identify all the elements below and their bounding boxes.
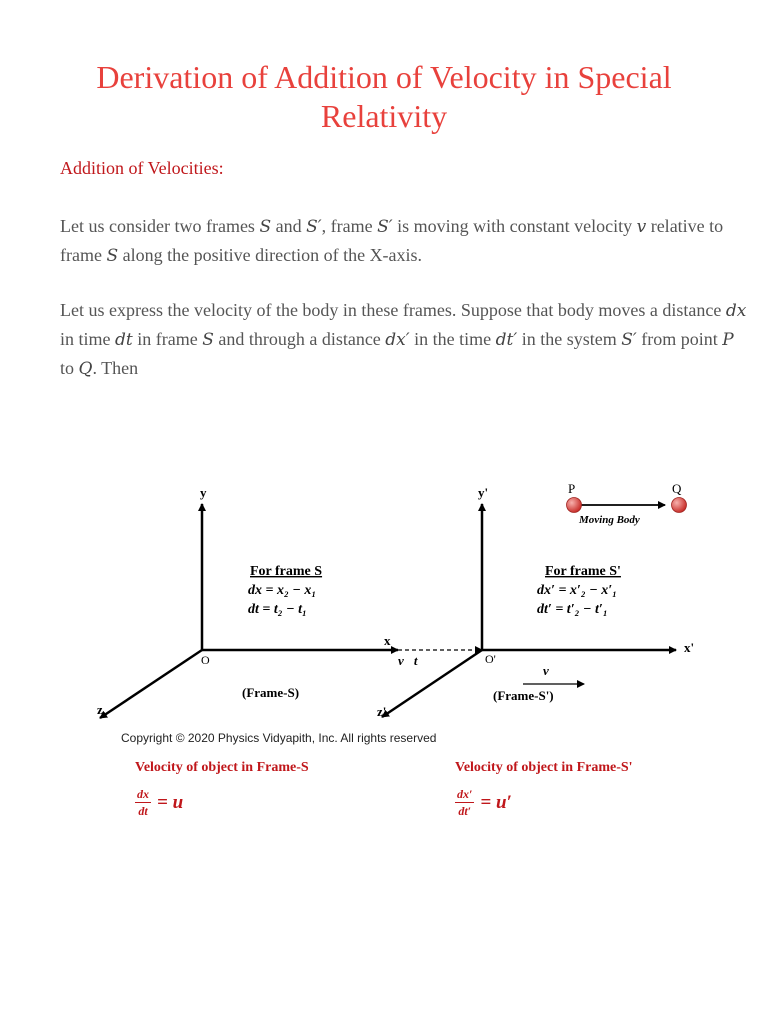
numerator: dx′ <box>457 787 473 801</box>
frame-s-eq-dt: dt = t₂ − t₁ <box>248 602 307 617</box>
label-y-prime: y' <box>478 485 489 500</box>
text-run: Let us consider two frames <box>60 216 260 236</box>
page-title: Derivation of Addition of Velocity in Special Relativity <box>96 59 672 134</box>
math-var: S <box>202 330 214 350</box>
equation-rhs: = u′ <box>480 791 512 813</box>
frame-s-prime-eq-dt: dt′ = t′₂ − t′₁ <box>537 602 608 617</box>
math-var: dt <box>115 330 133 350</box>
text-run: in the system <box>517 329 622 349</box>
text-run: from point <box>636 329 723 349</box>
text-run: along the positive direction of the X-axis. <box>118 245 423 265</box>
equation-rhs: = u <box>157 791 184 813</box>
label-p: P <box>568 481 576 496</box>
text-run: relative to frame <box>60 216 724 265</box>
frame-s-prime-eq-dx: dx′ = x′₂ − x′₁ <box>537 583 618 598</box>
label-vt: v⃗t <box>398 653 418 668</box>
label-x-prime: x' <box>684 640 695 655</box>
label-v: v⃗ <box>543 663 559 678</box>
label-z: z <box>97 702 103 717</box>
reference-frames-diagram <box>0 470 768 730</box>
section-heading: Addition of Velocities: <box>60 158 224 178</box>
text-run: and through a distance <box>213 329 386 349</box>
velocity-frame-s-prime-label: Velocity of object in Frame-S' <box>455 760 633 775</box>
frame-s-caption: (Frame-S) <box>242 685 300 700</box>
frame-s-prime-axes <box>382 504 676 717</box>
text-run: and <box>271 216 307 236</box>
math-var: S′ <box>621 330 637 350</box>
math-var: S′ <box>377 217 393 237</box>
label-x: x <box>384 633 391 648</box>
numerator: dx <box>137 787 149 801</box>
text-run: . Then <box>92 358 139 378</box>
denominator: dt′ <box>458 804 472 818</box>
velocity-frame-s-equation <box>135 786 183 819</box>
text-run: , frame <box>321 216 378 236</box>
text-run: in frame <box>132 329 203 349</box>
frame-s-heading: For frame S <box>250 564 323 579</box>
fraction <box>455 786 474 819</box>
math-var: S′ <box>306 217 322 237</box>
label-origin: O <box>201 653 210 667</box>
frame-s-prime-caption: (Frame-S') <box>493 688 554 703</box>
math-var: dt′ <box>495 330 518 350</box>
z-prime-axis <box>382 650 482 717</box>
fraction <box>135 786 151 819</box>
label-q: Q <box>672 481 682 496</box>
ball-p-icon <box>567 498 582 513</box>
math-var: Q <box>78 359 93 379</box>
frame-s-prime-heading: For frame S' <box>545 564 621 579</box>
frame-s-eq-dx: dx = x₂ − x₁ <box>248 583 317 598</box>
velocity-frame-s-label: Velocity of object in Frame-S <box>135 760 309 775</box>
text-run: is moving with constant velocity <box>392 216 637 236</box>
math-var: S <box>259 217 272 237</box>
label-origin-prime: O' <box>485 652 496 666</box>
math-var: dx′ <box>385 330 410 350</box>
z-axis <box>100 650 202 718</box>
paragraph-velocity <box>60 296 750 383</box>
math-var: v <box>636 217 647 237</box>
denominator: dt <box>138 804 148 818</box>
ball-q-icon <box>672 498 687 513</box>
text-run: to <box>60 358 79 378</box>
label-y: y <box>200 485 207 500</box>
math-var: S <box>106 246 119 266</box>
label-moving-body: Moving Body <box>579 514 640 526</box>
text-run: Let us express the velocity of the body in these frames. Suppose that body moves a distance <box>60 300 726 320</box>
velocity-frame-s-prime-equation <box>455 786 512 819</box>
copyright-notice: Copyright © 2020 Physics Vidyapith, Inc. All rights reserved <box>121 731 437 745</box>
paragraph-frames <box>60 212 750 270</box>
text-run: in the time <box>409 329 496 349</box>
text-run: in time <box>60 329 115 349</box>
math-var: P <box>722 330 734 350</box>
label-z-prime: z' <box>377 704 387 719</box>
math-var: dx <box>725 301 747 321</box>
